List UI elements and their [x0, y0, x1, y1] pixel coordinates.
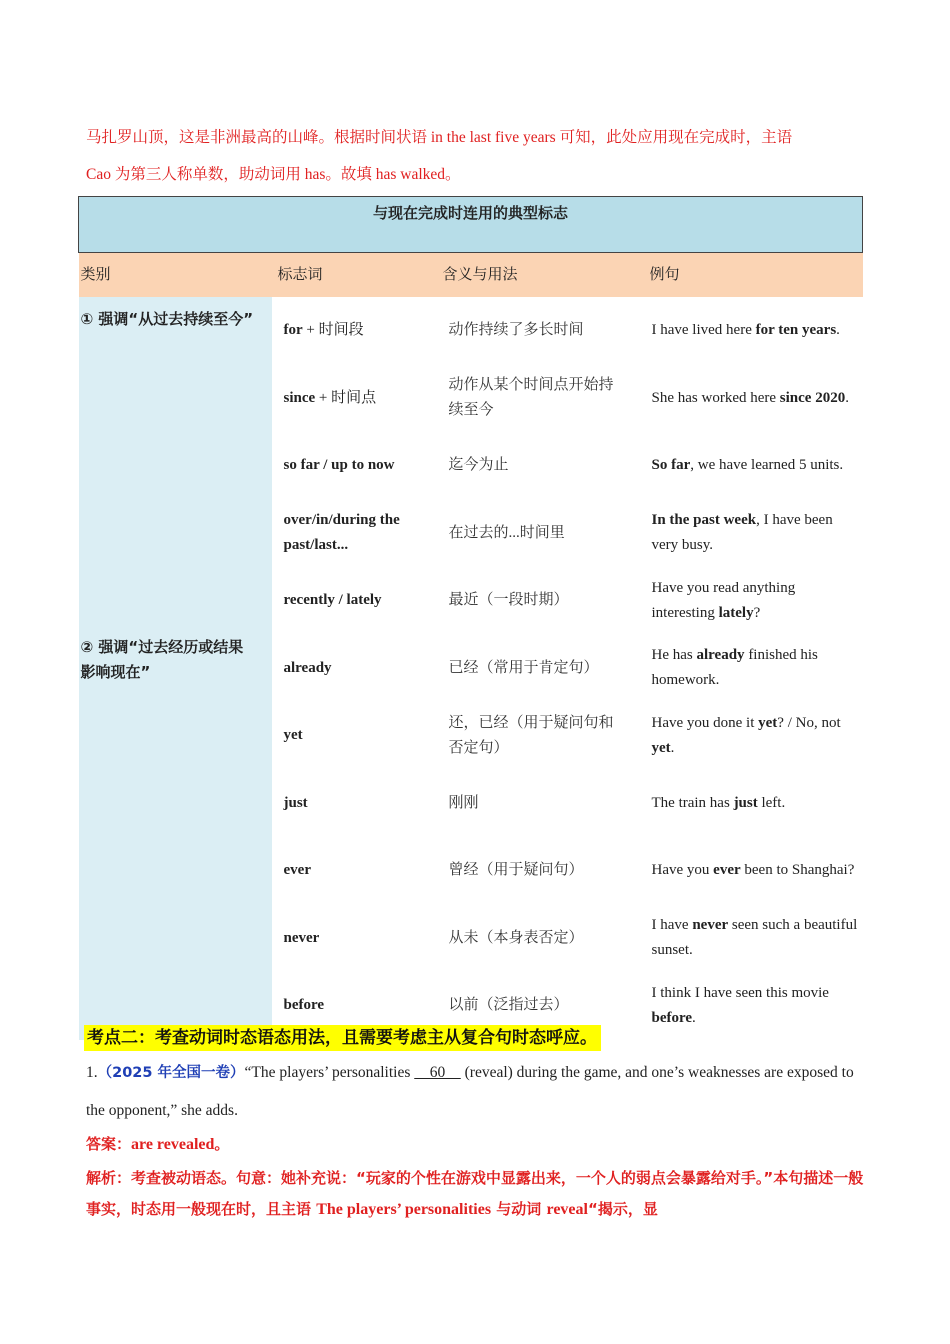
keyword-cell — [272, 837, 437, 905]
example-text: . — [692, 1009, 696, 1026]
meaning-cell: 已经（常用于肯定句） — [448, 659, 599, 676]
analysis-part-3: “揭示，显 — [587, 1200, 658, 1218]
example-text: He has — [651, 647, 697, 664]
example-text: , we have learned 5 units. — [690, 457, 844, 474]
keyword-cell — [272, 500, 437, 568]
example-text: The train has — [651, 794, 734, 811]
keyword: over/in/during the past/last... — [283, 512, 400, 554]
example-cell — [644, 500, 863, 568]
analysis-text — [86, 1163, 866, 1225]
question-text-after: (reveal) during the game, and one’s weaknesses are exposed to the opponent,” she adds. — [86, 1064, 854, 1119]
meaning-cell: 在过去的...时间里 — [448, 524, 565, 541]
meaning-cell: 动作持续了多长时间 — [448, 322, 584, 339]
example-cell — [644, 567, 863, 635]
keyword-cell — [272, 635, 437, 703]
example-keyword: just — [733, 794, 758, 811]
keyword-cell — [272, 702, 437, 770]
example-cell — [644, 972, 863, 1040]
table-title: 与现在完成时连用的典型标志 — [79, 197, 863, 253]
keyword: ever — [283, 862, 311, 879]
analysis-subject: The players’ personalities — [316, 1201, 492, 1218]
example-text: , I have been very busy. — [651, 512, 833, 554]
header-keyword: 标志词 — [272, 253, 437, 298]
keyword: since — [283, 389, 316, 406]
keyword: so far / up to now — [283, 457, 395, 474]
meaning-cell: 最近（一段时期） — [448, 592, 569, 609]
example-text: been to Shanghai? — [740, 862, 855, 879]
example-text: I think I have seen this movie — [651, 984, 829, 1001]
table-row — [79, 297, 863, 365]
example-text: . — [845, 389, 849, 406]
example-cell — [644, 432, 863, 500]
question-1 — [86, 1054, 876, 1129]
example-text: finished his homework. — [651, 647, 818, 689]
example-text: ? / No, not — [777, 714, 841, 731]
example-text: I have lived here — [651, 322, 756, 339]
keyword: before — [283, 997, 325, 1014]
keyword: recently / lately — [283, 592, 382, 609]
question-blank: 60 — [414, 1064, 461, 1081]
example-text: Have you done it — [651, 714, 759, 731]
intro-line-1: 马扎罗山顶，这是非洲最高的山峰。根据时间状语 in the last five years 可知，此处应用现在完成时，主语 — [86, 129, 793, 146]
example-keyword: never — [692, 917, 729, 934]
meaning-cell: 以前（泛指过去） — [448, 997, 569, 1014]
category-column — [79, 297, 272, 1040]
example-cell — [644, 702, 863, 770]
header-meaning: 含义与用法 — [437, 253, 644, 298]
keyword-cell — [272, 770, 437, 838]
example-keyword: In the past week — [651, 512, 757, 529]
keyword-cell — [272, 365, 437, 433]
example-keyword: ever — [713, 862, 741, 879]
example-cell — [644, 905, 863, 973]
analysis-part-2: 与动词 — [491, 1200, 547, 1218]
example-text: seen such a beautiful sunset. — [651, 917, 858, 959]
example-text: Have you — [651, 862, 714, 879]
example-cell — [644, 635, 863, 703]
header-example: 例句 — [644, 253, 863, 298]
example-keyword: lately — [718, 604, 754, 621]
meaning-cell: 从未（本身表否定） — [448, 929, 584, 946]
example-cell — [644, 365, 863, 433]
answer-end: 。 — [214, 1135, 230, 1153]
keyword: already — [283, 659, 332, 676]
category-experience: ② 强调“过去经历或结果影响现在” — [80, 638, 244, 681]
meaning-cell: 迄今为止 — [448, 457, 509, 474]
example-cell — [644, 837, 863, 905]
question-number: 1. — [86, 1064, 98, 1081]
keyword: yet — [283, 727, 303, 744]
example-keyword: So far — [651, 457, 691, 474]
example-text: ? — [753, 604, 761, 621]
example-keyword: yet — [758, 714, 778, 731]
example-text: I have — [651, 917, 693, 934]
example-cell — [644, 297, 863, 365]
keyword-cell — [272, 905, 437, 973]
example-text: . — [670, 739, 675, 756]
example-keyword: yet — [651, 739, 671, 756]
example-keyword: since 2020 — [779, 389, 846, 406]
keyword-suffix: + 时间段 — [302, 322, 364, 339]
keyword: never — [283, 929, 320, 946]
meaning-cell: 动作从某个时间点开始持续至今 — [448, 377, 614, 419]
category-continuous: ① 强调“从过去持续至今” — [80, 310, 254, 328]
example-text: She has worked here — [651, 389, 780, 406]
keyword-cell — [272, 567, 437, 635]
keyword: for — [283, 322, 303, 339]
keyword-cell — [272, 432, 437, 500]
intro-line-2: Cao 为第三人称单数，助动词用 has。故填 has walked。 — [86, 166, 461, 183]
example-keyword: before — [651, 1009, 693, 1026]
analysis-verb: reveal — [546, 1201, 588, 1218]
meaning-cell: 曾经（用于疑问句） — [448, 862, 584, 879]
answer-label: 答案： — [86, 1135, 132, 1153]
answer-line — [86, 1130, 229, 1159]
meaning-cell: 刚刚 — [448, 794, 479, 811]
example-text: left. — [757, 794, 786, 811]
keyword-cell — [272, 297, 437, 365]
example-keyword: for ten years — [755, 322, 837, 339]
keyword-suffix: + 时间点 — [315, 389, 377, 406]
example-text: Have you read anything interesting — [651, 579, 796, 621]
table-header-row — [79, 253, 863, 298]
example-text: . — [836, 322, 840, 339]
meaning-cell: 还，已经（用于疑问句和否定句） — [448, 714, 614, 756]
example-cell — [644, 770, 863, 838]
header-category: 类别 — [79, 253, 272, 298]
keyword: just — [283, 794, 308, 811]
answer-value: are revealed — [131, 1136, 215, 1153]
example-keyword: already — [696, 647, 745, 664]
analysis-part-1: 解析：考查被动语态。句意：她补充说：“玩家的个性在游戏中显露出来，一个人的弱点会暴露给对手。”本句描述一般事实，时态用一般现在时，且主语 — [86, 1169, 864, 1218]
question-source: （2025 年全国一卷） — [97, 1065, 245, 1081]
point-title: 考点二：考查动词时态语态用法，且需要考虑主从复合句时态呼应。 — [84, 1025, 601, 1051]
question-text-before: “The players’ personalities — [244, 1064, 415, 1081]
marker-table — [78, 196, 863, 1040]
